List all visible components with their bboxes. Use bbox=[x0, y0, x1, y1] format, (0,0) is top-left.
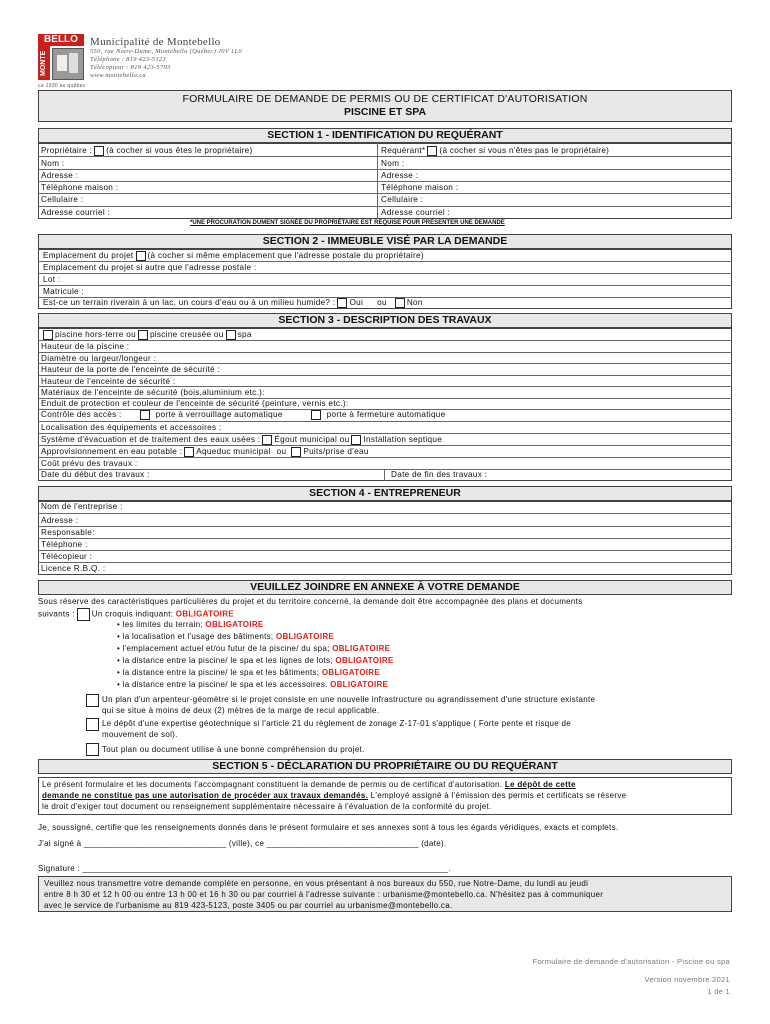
cost-field[interactable]: Coût prévu des travaux : bbox=[41, 459, 138, 468]
geotechnical-checkbox[interactable] bbox=[86, 718, 99, 731]
owner-cell-field[interactable]: Cellulaire : bbox=[41, 195, 84, 204]
pool-height-field[interactable]: Hauteur de la piscine : bbox=[41, 342, 130, 351]
riverain-row: Est-ce un terrain riverain à un lac, un cours d'eau ou à un milieu humide? : Oui ou Non bbox=[43, 298, 423, 308]
requester-label: Requérant* (à cocher si vous n'êtes pas le propriétaire) bbox=[381, 146, 610, 156]
water-supply-row: Approvisionnement en eau potable : Aqueduc municipal ou Puits/prise d'eau bbox=[41, 447, 369, 457]
spa-checkbox[interactable] bbox=[226, 330, 236, 340]
start-date-field[interactable]: Date du début des travaux : bbox=[41, 470, 150, 479]
requester-checkbox[interactable] bbox=[427, 146, 437, 156]
well-checkbox[interactable] bbox=[291, 447, 301, 457]
geotechnical-line1: Le dépôt d'une expertise géotechnique si l'article 21 du règlement de zonage Z-17-01 s'applique ( Forte pente et risque de bbox=[102, 719, 572, 728]
section2-heading: SECTION 2 - IMMEUBLE VISÉ PAR LA DEMANDE bbox=[38, 234, 732, 249]
lot-field[interactable]: Lot : bbox=[43, 275, 61, 284]
pool-diameter-field[interactable]: Diamètre ou largeur/longeur : bbox=[41, 354, 157, 363]
other-location-field[interactable]: Emplacement du projet si autre que l'adresse postale : bbox=[43, 263, 257, 272]
owner-phone-field[interactable]: Téléphone maison : bbox=[41, 183, 119, 192]
annex-intro-line1: Sous réserve des caractéristiques particulières du projet et du territoire concerné, la demande doit être accompagnée des plans et documents bbox=[38, 597, 583, 606]
bullet-item: • l'emplacement actuel et/ou futur de la piscine/ du spa; OBLIGATOIRE bbox=[117, 644, 391, 653]
above-ground-pool-checkbox[interactable] bbox=[43, 330, 53, 340]
surveyor-plan-line2: qui se situe à moins de deux (2) mètres de la marge de recul applicable. bbox=[102, 706, 380, 715]
owner-address-field[interactable]: Adresse : bbox=[41, 171, 79, 180]
logo-caption: ca 1930 au québec bbox=[38, 83, 86, 89]
signature-field[interactable]: Signature : _____________________________________________________________________________. bbox=[38, 864, 451, 873]
disclaimer-line2: demande ne constitue pas une autorisation de procéder aux travaux demandés. L'employé assigné à l'émission des permis et certificats se réserve bbox=[42, 791, 627, 800]
riverain-yes-checkbox[interactable] bbox=[337, 298, 347, 308]
footer-page-number: 1 de 1 bbox=[707, 987, 730, 996]
other-docs-text: Tout plan ou document utilise à une bonne compréhension du projet. bbox=[102, 745, 365, 754]
annex-heading: VEUILLEZ JOINDRE EN ANNEXE À VOTRE DEMANDE bbox=[38, 580, 732, 595]
rbq-license-field[interactable]: Licence R.B.Q. : bbox=[41, 564, 106, 573]
requester-name-field[interactable]: Nom : bbox=[381, 159, 405, 168]
wastewater-row: Système d'évacuation et de traitement des eaux usées : Égout municipal ou Installation septique bbox=[41, 435, 443, 445]
requester-phone-field[interactable]: Téléphone maison : bbox=[381, 183, 459, 192]
municipality-name: Municipalité de Montebello bbox=[90, 36, 221, 48]
bullet-item: • la distance entre la piscine/ le spa et les accessoires. OBLIGATOIRE bbox=[117, 680, 389, 689]
bullet-item: • la distance entre la piscine/ le spa et les lignes de lots; OBLIGATOIRE bbox=[117, 656, 394, 665]
logo-wordmark-side: MONTE bbox=[38, 46, 50, 80]
signed-place-date-field[interactable]: J'ai signé à ______________________________ (ville), ce ________________________________ (date). bbox=[38, 839, 447, 848]
equipment-location-field[interactable]: Localisation des équipements et accessoires : bbox=[41, 423, 222, 432]
auto-close-checkbox[interactable] bbox=[311, 410, 321, 420]
section4-heading: SECTION 4 - ENTREPRENEUR bbox=[38, 486, 732, 501]
other-docs-checkbox[interactable] bbox=[86, 743, 99, 756]
inground-pool-checkbox[interactable] bbox=[138, 330, 148, 340]
logo-wordmark-top: BELLO bbox=[38, 34, 84, 46]
sketch-checkbox[interactable] bbox=[77, 608, 90, 621]
certification-text: Je, soussigné, certifie que les renseignements donnés dans le présent formulaire et ses annexes sont à tous les égards véridiques, exacts et complets. bbox=[38, 823, 619, 832]
owner-label: Propriétaire : (à cocher si vous êtes le propriétaire) bbox=[41, 146, 253, 156]
form-title: FORMULAIRE DE DEMANDE DE PERMIS OU DE CERTIFICAT D'AUTORISATION bbox=[182, 93, 588, 105]
footer-form-name: Formulaire de demande d'autorisation - Piscine ou spa bbox=[532, 957, 730, 966]
section3-heading: SECTION 3 - DESCRIPTION DES TRAVAUX bbox=[38, 313, 732, 328]
end-date-field[interactable]: Date de fin des travaux : bbox=[391, 470, 488, 479]
municipality-phone: Téléphone : 819 423-5123 bbox=[90, 56, 166, 63]
surveyor-plan-checkbox[interactable] bbox=[86, 694, 99, 707]
bullet-item: • les limites du terrain; OBLIGATOIRE bbox=[117, 620, 264, 629]
same-address-checkbox[interactable] bbox=[136, 251, 146, 261]
enclosure-coating-field[interactable]: Enduit de protection et couleur de l'enceinte de sécurité (peinture, vernis etc.): bbox=[41, 399, 349, 408]
municipality-website: www.montebello.ca bbox=[90, 72, 146, 79]
company-address-field[interactable]: Adresse : bbox=[41, 516, 79, 525]
submission-info-line1: Veuillez nous transmettre votre demande complète en personne, en vous présentant à nos bureaux du 550, rue Notre-Dame, du lundi au jeudi bbox=[44, 879, 589, 888]
municipality-logo bbox=[38, 34, 84, 84]
company-manager-field[interactable]: Responsable: bbox=[41, 528, 95, 537]
owner-checkbox[interactable] bbox=[94, 146, 104, 156]
bullet-item: • la localisation et l'usage des bâtiments; OBLIGATOIRE bbox=[117, 632, 335, 641]
municipal-sewer-checkbox[interactable] bbox=[262, 435, 272, 445]
municipality-fax: Télécopieur : 819 423-5703 bbox=[90, 64, 171, 71]
disclaimer-line3: le droit d'exiger tout document ou renseignement supplémentaire nécessaire à l'évaluation de la conformité du projet. bbox=[42, 802, 492, 811]
footer-version: Version novembre 2021 bbox=[644, 975, 730, 984]
requester-email-field[interactable]: Adresse courriel : bbox=[381, 208, 451, 217]
owner-email-field[interactable]: Adresse courriel : bbox=[41, 208, 111, 217]
riverain-no-checkbox[interactable] bbox=[395, 298, 405, 308]
septic-checkbox[interactable] bbox=[351, 435, 361, 445]
section1-heading: SECTION 1 - IDENTIFICATION DU REQUÉRANT bbox=[38, 128, 732, 143]
form-subtitle: PISCINE ET SPA bbox=[343, 106, 427, 118]
disclaimer-line1: Le présent formulaire et les documents l'accompagnant constituent la demande de permis ou de certificat d'autorisation. Le dépôt de cette bbox=[42, 780, 576, 789]
enclosure-materials-field[interactable]: Matériaux de l'enceinte de sécurité (bois,aluminium etc.): bbox=[41, 388, 265, 397]
municipality-address: 550, rue Notre-Dame, Montebello (Québec) J0V 1L0 bbox=[90, 48, 242, 55]
requester-address-field[interactable]: Adresse : bbox=[381, 171, 419, 180]
submission-info-line2: entre 8 h 30 et 12 h 00 ou entre 13 h 00 et 16 h 30 ou par courriel à l'adresse suivante : urbanisme@montebello.ca. N'hésitez pas à communiquer bbox=[44, 890, 604, 899]
access-control-row: Contrôle des accès : porte à verrouillage automatique porte à fermeture automatique bbox=[41, 410, 446, 420]
owner-name-field[interactable]: Nom : bbox=[41, 159, 65, 168]
annex-intro-line2: suivants : Un croquis indiquant: OBLIGATOIRE bbox=[38, 608, 234, 621]
bullet-item: • la distance entre la piscine/ le spa et les bâtiments; OBLIGATOIRE bbox=[117, 668, 381, 677]
company-fax-field[interactable]: Télécopieur : bbox=[41, 552, 93, 561]
submission-info-line3: avec le service de l'urbanisme au 819 423-5123, poste 3405 ou par courriel au urbanisme@montebello.ca. bbox=[44, 901, 453, 910]
requester-cell-field[interactable]: Cellulaire : bbox=[381, 195, 424, 204]
project-location-row: Emplacement du projet (à cocher si même emplacement que l'adresse postale du propriétaire) bbox=[43, 251, 424, 261]
surveyor-plan-line1: Un plan d'un arpenteur-géomètre si le projet consiste en une nouvelle infrastructure ou agrandissement d'une structure existante bbox=[102, 695, 596, 704]
matricule-field[interactable]: Matricule : bbox=[43, 287, 85, 296]
section5-heading: SECTION 5 - DÉCLARATION DU PROPRIÉTAIRE OU DU REQUÉRANT bbox=[38, 759, 732, 774]
aqueduct-checkbox[interactable] bbox=[184, 447, 194, 457]
enclosure-height-field[interactable]: Hauteur de l'enceinte de sécurité : bbox=[41, 377, 176, 386]
form-title-box bbox=[38, 90, 732, 122]
company-name-field[interactable]: Nom de l'entreprise : bbox=[41, 502, 123, 511]
auto-lock-checkbox[interactable] bbox=[140, 410, 150, 420]
gate-height-field[interactable]: Hauteur de la porte de l'enceinte de sécurité : bbox=[41, 365, 221, 374]
logo-image bbox=[52, 48, 84, 80]
company-phone-field[interactable]: Téléphone : bbox=[41, 540, 88, 549]
pool-type-row: piscine hors-terre ou piscine creusée ou spa bbox=[41, 330, 252, 340]
geotechnical-line2: mouvement de sol). bbox=[102, 730, 178, 739]
procuration-footnote: *UNE PROCURATION DÛMENT SIGNÉE DU PROPRIÉTAIRE EST REQUISE POUR PRÉSENTER UNE DEMANDE bbox=[190, 220, 505, 226]
